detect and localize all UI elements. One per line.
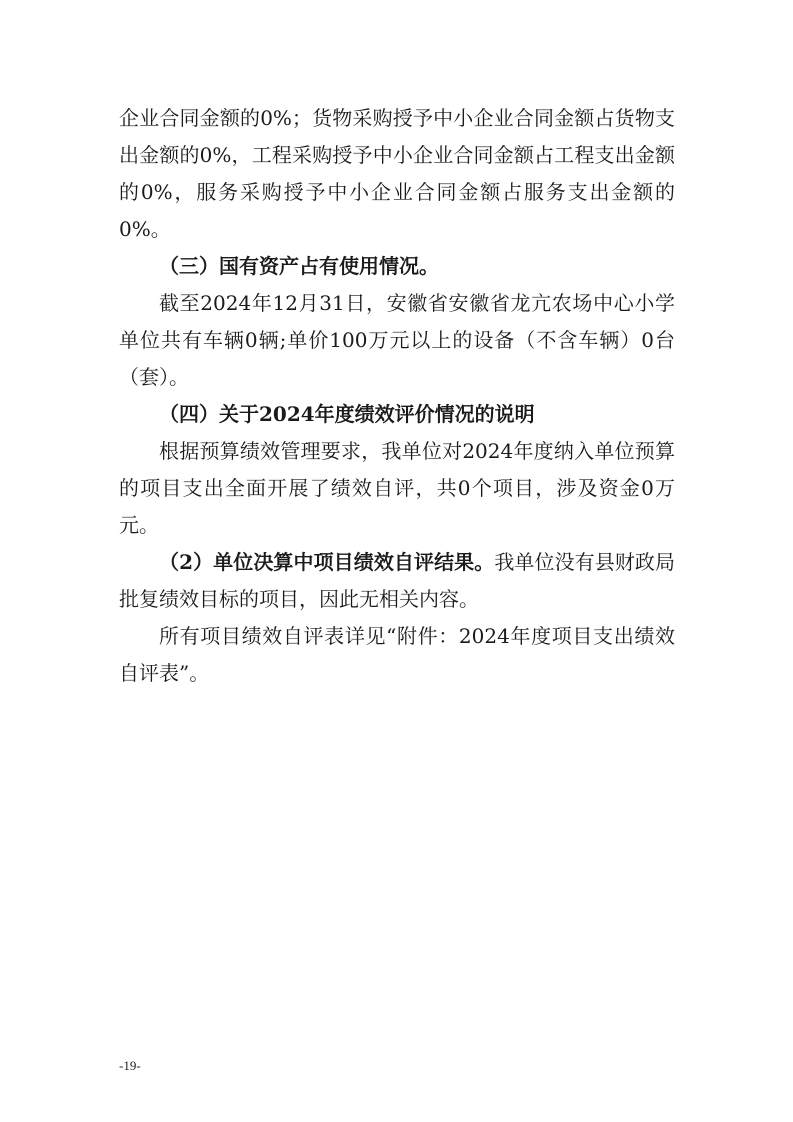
self-evaluation-results-title: （2）单位决算中项目绩效自评结果。: [159, 550, 495, 574]
self-evaluation-results-text: 我单位没有县财政局批复绩效目标的项目，因此无相关内容。: [119, 550, 676, 611]
paragraph-state-assets: 截至2024年12月31日，安徽省安徽省龙亢农场中心小学单位共有车辆0辆;单价100万元以上的设备（不含车辆）0台（套）。: [119, 291, 675, 389]
paragraph-procurement: 企业合同金额的0%；货物采购授予中小企业合同金额占货物支出金额的0%，工程采购授予中小企业合同金额占工程支出金额的0%，服务采购授予中小企业合同金额占服务支出金额的0%。: [119, 106, 675, 241]
paragraph-attachment-note: 所有项目绩效自评表详见“附件：2024年度项目支出绩效自评表”。: [119, 624, 675, 685]
heading-state-assets: （三）国有资产占有使用情况。: [159, 254, 439, 278]
paragraph-performance-evaluation: 根据预算绩效管理要求，我单位对2024年度纳入单位预算的项目支出全面开展了绩效自评，共0个项目，涉及资金0万元。: [119, 439, 675, 537]
document-body: [119, 100, 675, 692]
page-number: -19-: [119, 1058, 141, 1073]
paragraph-self-evaluation-results: [119, 544, 675, 618]
heading-performance-evaluation: （四）关于2024年度绩效评价情况的说明: [159, 402, 535, 426]
